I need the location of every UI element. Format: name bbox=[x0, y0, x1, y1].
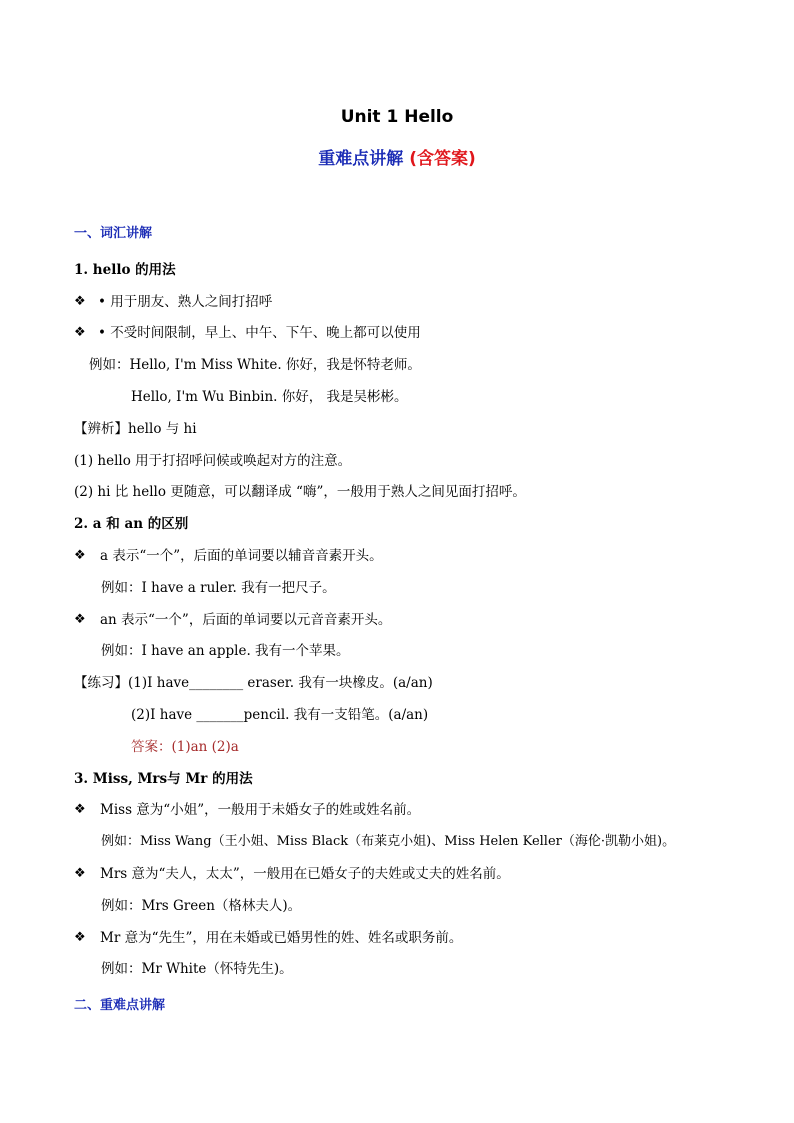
hello-example-2: Hello, I'm Wu Binbin. 你好， 我是吴彬彬。 bbox=[131, 389, 408, 405]
a-an-practice-2: (2)I have _______pencil. 我有一支铅笔。(a/an) bbox=[131, 707, 429, 723]
subtitle-tag: (含答案) bbox=[409, 149, 476, 169]
titles-bullet-mr: Mr 意为“先生”，用在未婚或已婚男性的姓、姓名或职务前。 bbox=[100, 930, 463, 946]
hello-bullet-2: • 不受时间限制，早上、中午、下午、晚上都可以使用 bbox=[98, 325, 421, 341]
diamond-bullet-icon: ❖ bbox=[74, 294, 86, 309]
diamond-bullet-icon: ❖ bbox=[74, 325, 86, 340]
a-an-bullet-1: a 表示“一个”，后面的单词要以辅音音素开头。 bbox=[100, 548, 383, 564]
subheading-a-an: 2. a 和 an 的区别 bbox=[74, 516, 189, 532]
diamond-bullet-icon: ❖ bbox=[74, 930, 86, 945]
diamond-bullet-icon: ❖ bbox=[74, 548, 86, 563]
subheading-miss-mrs-mr: 3. Miss, Mrs与 Mr 的用法 bbox=[74, 771, 253, 787]
section-heading-key-points: 二、重难点讲解 bbox=[74, 998, 166, 1013]
a-an-bullet-2: an 表示“一个”，后面的单词要以元音音素开头。 bbox=[100, 612, 392, 628]
section-heading-vocabulary: 一、词汇讲解 bbox=[74, 226, 153, 241]
titles-example-miss: 例如：Miss Wang（王小姐、Miss Black（布莱克小姐)、Miss Helen Keller（海伦·凯勒小姐)。 bbox=[101, 834, 676, 849]
a-an-answer: 答案：(1)an (2)a bbox=[131, 739, 239, 755]
titles-bullet-mrs: Mrs 意为“夫人，太太”，一般用在已婚女子的夫姓或丈夫的姓名前。 bbox=[100, 866, 510, 882]
subheading-hello: 1. hello 的用法 bbox=[74, 262, 176, 278]
hello-compare-2: (2) hi 比 hello 更随意，可以翻译成 “嗨”，一般用于熟人之间见面打招呼。 bbox=[74, 484, 526, 500]
titles-example-mr: 例如：Mr White（怀特先生)。 bbox=[101, 961, 293, 977]
titles-bullet-miss: Miss 意为“小姐”，一般用于未婚女子的姓或姓名前。 bbox=[100, 802, 421, 818]
document-title: Unit 1 Hello bbox=[340, 107, 454, 127]
diamond-bullet-icon: ❖ bbox=[74, 866, 86, 881]
hello-example-1: 例如：Hello, I'm Miss White. 你好，我是怀特老师。 bbox=[89, 357, 421, 373]
diamond-bullet-icon: ❖ bbox=[74, 612, 86, 627]
subtitle-main: 重难点讲解 bbox=[318, 149, 404, 169]
a-an-example-1: 例如：I have a ruler. 我有一把尺子。 bbox=[101, 580, 336, 596]
diamond-bullet-icon: ❖ bbox=[74, 802, 86, 817]
hello-compare-title: 【辨析】hello 与 hi bbox=[74, 421, 197, 437]
titles-example-mrs: 例如：Mrs Green（格林夫人)。 bbox=[101, 898, 302, 914]
hello-compare-1: (1) hello 用于打招呼问候或唤起对方的注意。 bbox=[74, 453, 352, 469]
document-subtitle bbox=[0, 148, 794, 170]
hello-bullet-1: • 用于朋友、熟人之间打招呼 bbox=[98, 294, 273, 310]
a-an-example-2: 例如：I have an apple. 我有一个苹果。 bbox=[101, 643, 350, 659]
a-an-practice-1: 【练习】(1)I have________ eraser. 我有一块橡皮。(a/an) bbox=[74, 675, 433, 691]
